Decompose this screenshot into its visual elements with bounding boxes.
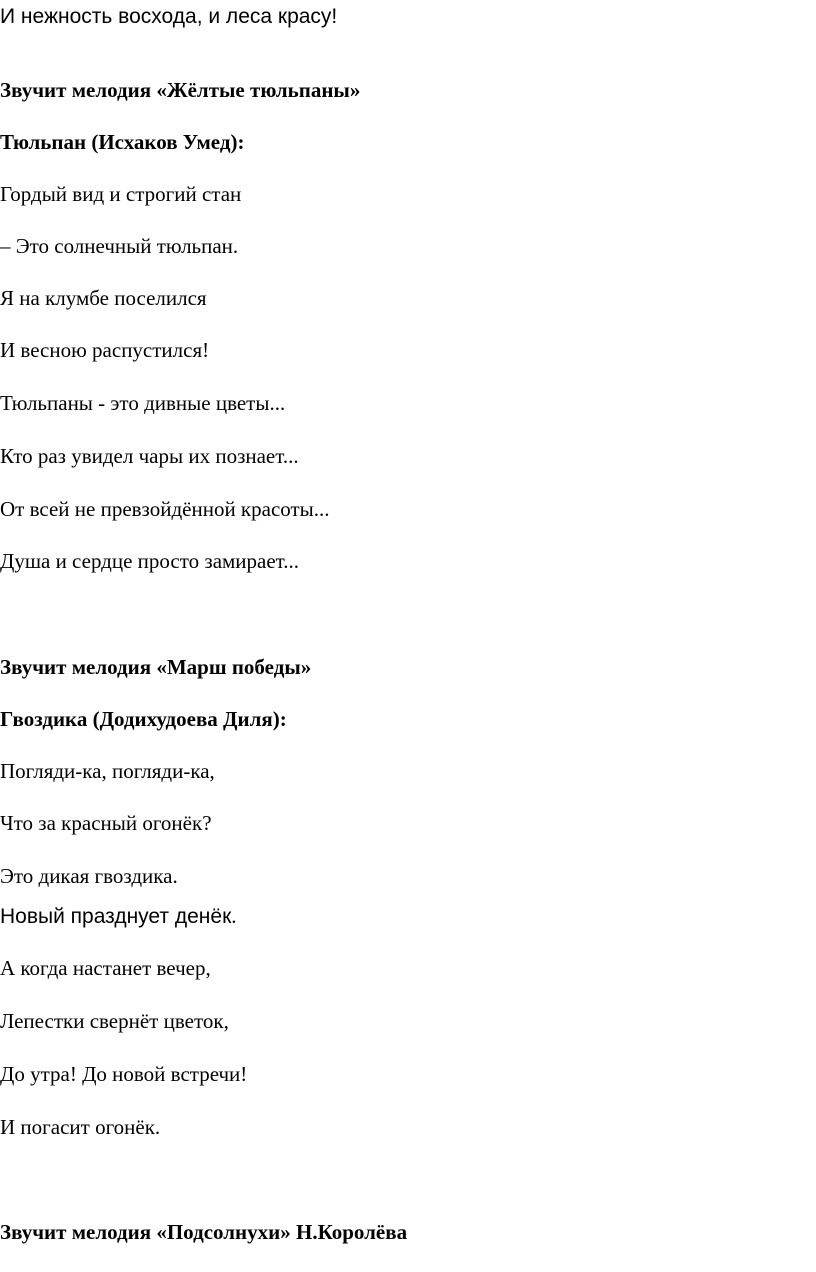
poem-line: Что за красный огонёк? — [0, 811, 212, 835]
poem-line-text: Новый празднует денёк — [0, 905, 232, 928]
poem-line: И погасит огонёк. — [0, 1115, 161, 1139]
poem-line: А когда настанет вечер, — [0, 956, 211, 980]
poem-line: – Это солнечный тюльпан. — [0, 234, 239, 258]
poem-line: Кто раз увидел чары их познает... — [0, 444, 299, 468]
music-heading: Звучит мелодия «Жёлтые тюльпаны» — [0, 78, 361, 102]
character-heading: Тюльпан (Исхаков Умед): — [0, 130, 245, 154]
poem-line: Тюльпаны - это дивные цветы... — [0, 391, 286, 415]
poem-line: Лепестки свернёт цветок, — [0, 1009, 229, 1033]
poem-line: Гордый вид и строгий стан — [0, 182, 242, 206]
poem-line: Душа и сердце просто замирает... — [0, 549, 300, 573]
poem-line: Это дикая гвоздика. — [0, 864, 178, 888]
poem-line-mixed — [0, 906, 237, 927]
poem-line: Погляди-ка, погляди-ка, — [0, 759, 215, 783]
poem-line: До утра! До новой встречи! — [0, 1062, 248, 1086]
poem-line: И весною распустился! — [0, 338, 210, 362]
character-heading: Гвоздика (Додихудоева Диля): — [0, 707, 287, 731]
poem-line: Я на клумбе поселился — [0, 286, 207, 310]
music-heading: Звучит мелодия «Марш победы» — [0, 655, 312, 679]
music-heading: Звучит мелодия «Подсолнухи» Н.Королёва — [0, 1220, 408, 1244]
poem-line-period: . — [231, 904, 237, 928]
poem-line: От всей не превзойдённой красоты... — [0, 497, 330, 521]
text-line: И нежность восхода, и леса красу! — [0, 5, 338, 28]
